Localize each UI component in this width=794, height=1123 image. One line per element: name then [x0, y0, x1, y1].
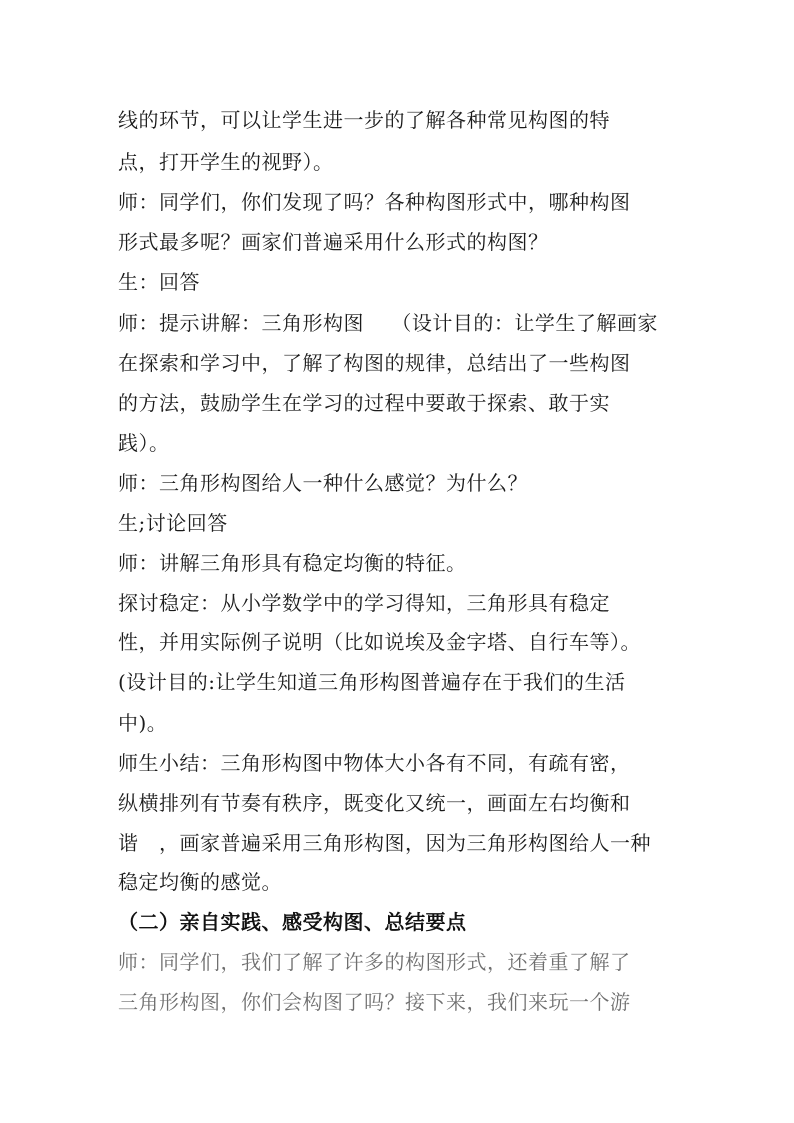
paragraph-line: 三角形构图，你们会构图了吗？接下来，我们来玩一个游: [118, 990, 631, 1014]
paragraph-line: 在探索和学习中，了解了构图的规律，总结出了一些构图: [118, 351, 631, 375]
paragraph-line: 线的环节，可以让学生进一步的了解各种常见构图的特: [118, 108, 610, 132]
paragraph-line: 形式最多呢？画家们普遍采用什么形式的构图？: [118, 230, 549, 254]
section-heading: （二）亲自实践、感受构图、总结要点: [118, 910, 467, 934]
paragraph-line: 纵横排列有节奏有秩序，既变化又统一，画面左右均衡和: [118, 791, 631, 815]
paragraph-line: 生;讨论回答: [118, 511, 228, 535]
paragraph-line: (设计目的:让学生知道三角形构图普遍存在于我们的生活: [118, 670, 626, 694]
paragraph-line: 践）。: [118, 431, 170, 455]
paragraph-line: 师生小结：三角形构图中物体大小各有不同，有疏有密，: [118, 751, 631, 775]
paragraph-line: 生：回答: [118, 270, 200, 294]
paragraph-line: 师：三角形构图给人一种什么感觉？为什么？: [118, 471, 528, 495]
paragraph-line: 师：同学们，你们发现了吗？各种构图形式中，哪种构图: [118, 190, 631, 214]
paragraph-line: 探讨稳定：从小学数学中的学习得知，三角形具有稳定: [118, 591, 610, 615]
paragraph-line: 的方法，鼓励学生在学习的过程中要敢于探索、敢于实: [118, 391, 610, 415]
paragraph-line: 中)。: [118, 711, 168, 735]
paragraph-line: 谐 ，画家普遍采用三角形构图，因为三角形构图给人一种: [118, 831, 651, 855]
paragraph-line: 师：同学们，我们了解了许多的构图形式，还着重了解了: [118, 950, 631, 974]
paragraph-line: 师：讲解三角形具有稳定均衡的特征。: [118, 551, 467, 575]
paragraph-line: 点，打开学生的视野）。: [118, 150, 334, 174]
paragraph-line: 性，并用实际例子说明（比如说埃及金字塔、自行车等）。: [118, 630, 641, 654]
paragraph-line: 稳定均衡的感觉。: [118, 870, 282, 894]
paragraph-line: 师：提示讲解：三角形构图 （设计目的：让学生了解画家: [118, 311, 658, 335]
